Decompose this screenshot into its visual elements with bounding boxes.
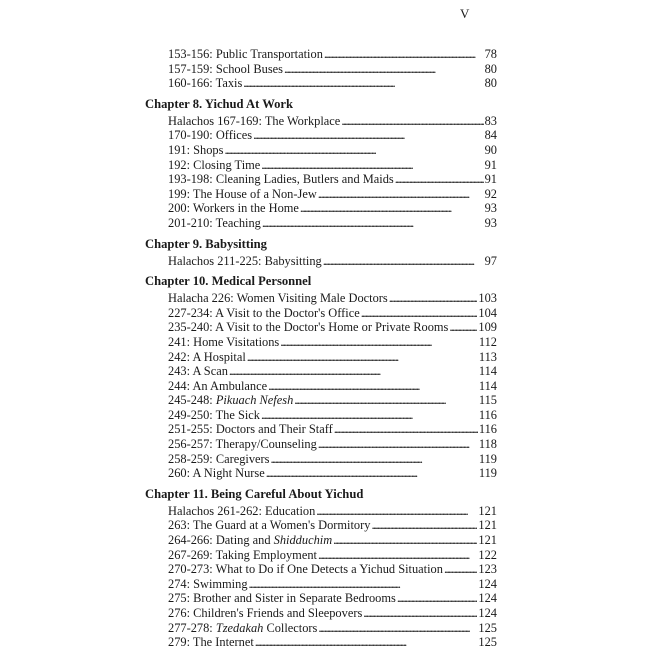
entry-page-number: 80 xyxy=(484,76,497,91)
toc-entry xyxy=(168,306,497,321)
entry-title: 242: A Hospital xyxy=(168,349,246,364)
dot-leader xyxy=(229,364,478,379)
entry-title xyxy=(168,533,332,548)
entry-title: 249-250: The Sick xyxy=(168,407,261,422)
dot-leader xyxy=(247,350,478,365)
entry-page-number: 113 xyxy=(478,349,497,364)
entry-title: 201-210: Teaching xyxy=(168,215,261,230)
dot-leader xyxy=(318,548,477,563)
toc-entry xyxy=(168,62,497,77)
entry-title: Halachos 261-262: Education xyxy=(168,503,316,518)
dot-leader xyxy=(249,577,478,592)
entry-title: 276: Children's Friends and Sleepovers xyxy=(168,606,363,620)
entry-page-number: 109 xyxy=(478,320,497,335)
entry-title: 153-156: Public Transportation xyxy=(168,47,323,61)
entry-title: 258-259: Caregivers xyxy=(168,451,270,466)
toc-section xyxy=(145,96,497,231)
entry-page-number: 119 xyxy=(478,451,497,466)
toc-entry xyxy=(168,393,497,408)
entry-page-number: 124 xyxy=(478,576,497,591)
chapter-heading: Chapter 8. Yichud At Work xyxy=(145,96,293,111)
entry-title-italic: Shidduchim xyxy=(273,533,333,548)
toc-entry xyxy=(168,216,497,231)
toc-entry xyxy=(168,291,497,306)
toc-entry xyxy=(168,606,497,621)
entry-page-number: 119 xyxy=(478,466,497,481)
entry-page-number: 91 xyxy=(484,157,497,172)
entry-page-number: 118 xyxy=(478,437,497,452)
entry-page-number: 123 xyxy=(478,562,497,577)
toc-entry xyxy=(168,128,497,143)
dot-leader xyxy=(268,379,478,394)
entry-title: 192: Closing Time xyxy=(168,157,261,172)
dot-leader xyxy=(300,201,484,216)
dot-leader xyxy=(324,47,484,62)
dot-leader xyxy=(341,114,483,129)
entry-title: 267-269: Taking Employment xyxy=(168,547,317,562)
entry-title-prefix: 277-278: xyxy=(168,620,216,635)
entry-page-number: 125 xyxy=(478,620,497,635)
dot-leader xyxy=(261,158,483,173)
dot-leader xyxy=(449,320,477,335)
toc-entry xyxy=(168,591,497,606)
toc-entry xyxy=(168,452,497,467)
entry-title: 251-255: Doctors and Their Staff xyxy=(168,422,333,437)
toc-entry xyxy=(168,201,497,216)
toc-entry xyxy=(168,548,497,563)
entry-page-number: 93 xyxy=(484,215,497,230)
entry-page-number: 84 xyxy=(484,128,497,143)
entry-title: 244: An Ambulance xyxy=(168,378,268,393)
dot-leader xyxy=(318,437,478,452)
toc-entry xyxy=(168,254,497,269)
entry-title-italic: Pikuach Nefesh xyxy=(215,393,294,408)
toc-entry xyxy=(168,172,497,187)
toc-entry xyxy=(168,379,497,394)
entry-page-number: 124 xyxy=(478,591,497,606)
toc-entry xyxy=(168,422,497,437)
toc-entry xyxy=(168,635,497,650)
entry-page-number: 97 xyxy=(484,253,497,268)
toc-entry xyxy=(168,335,497,350)
entry-title xyxy=(168,621,317,636)
entry-page-number: 80 xyxy=(484,61,497,76)
entry-page-number: 78 xyxy=(484,47,497,61)
entry-title: 199: The House of a Non-Jew xyxy=(168,186,317,201)
dot-leader xyxy=(224,143,483,158)
entry-title: 235-240: A Visit to the Doctor's Home or Private Rooms xyxy=(168,320,449,335)
table-of-contents xyxy=(145,47,497,650)
entry-page-number: 83 xyxy=(484,113,497,128)
dot-leader xyxy=(255,635,478,650)
dot-leader xyxy=(253,128,484,143)
toc-entry xyxy=(168,466,497,481)
entry-title-italic: Tzedakah xyxy=(215,620,264,635)
entry-page-number: 122 xyxy=(478,547,497,562)
dot-leader xyxy=(444,562,477,577)
entry-title-prefix: 264-266: Dating and xyxy=(168,533,274,548)
toc-section xyxy=(145,273,497,481)
dot-leader xyxy=(261,408,478,423)
toc-entry xyxy=(168,577,497,592)
dot-leader xyxy=(262,216,484,231)
chapter-heading: Chapter 10. Medical Personnel xyxy=(145,274,312,289)
dot-leader xyxy=(371,518,477,533)
dot-leader xyxy=(294,393,478,408)
page-number: V xyxy=(460,6,470,21)
entry-page-number: 121 xyxy=(478,503,497,518)
toc-entry xyxy=(168,518,497,533)
dot-leader xyxy=(363,606,477,621)
entry-title: Halachos 167-169: The Workplace xyxy=(168,113,341,128)
entry-title: 279: The Internet xyxy=(168,635,254,650)
entry-title: 241: Home Visitations xyxy=(168,334,280,349)
entry-page-number: 103 xyxy=(478,291,497,306)
entry-page-number: 112 xyxy=(478,334,497,349)
toc-entry xyxy=(168,158,497,173)
entry-page-number: 114 xyxy=(478,378,497,393)
dot-leader xyxy=(280,335,478,350)
dot-leader xyxy=(334,422,478,437)
dot-leader xyxy=(284,62,484,77)
toc-entry xyxy=(168,47,497,62)
toc-entry xyxy=(168,350,497,365)
entry-page-number: 91 xyxy=(484,172,497,187)
toc-entry xyxy=(168,408,497,423)
toc-section xyxy=(145,236,497,269)
dot-leader xyxy=(316,504,477,519)
toc-entry xyxy=(168,364,497,379)
dot-leader xyxy=(389,291,478,306)
entry-page-number: 116 xyxy=(478,422,497,437)
toc-entry xyxy=(168,143,497,158)
entry-title: 260: A Night Nurse xyxy=(168,466,265,481)
dot-leader xyxy=(318,187,484,202)
toc-entry xyxy=(168,187,497,202)
entry-title xyxy=(168,393,293,408)
entry-title: 275: Brother and Sister in Separate Bedrooms xyxy=(168,591,396,606)
entry-title: 193-198: Cleaning Ladies, Butlers and Maids xyxy=(168,172,394,187)
entry-title: 274: Swimming xyxy=(168,576,248,591)
chapter-heading: Chapter 9. Babysitting xyxy=(145,236,267,251)
entry-title-prefix: 245-248: xyxy=(168,393,216,408)
dot-leader xyxy=(397,591,478,606)
entry-page-number: 114 xyxy=(478,364,497,379)
entry-page-number: 121 xyxy=(478,518,497,533)
entry-title: 191: Shops xyxy=(168,142,224,157)
dot-leader xyxy=(318,621,477,636)
toc-entry xyxy=(168,621,497,636)
entry-page-number: 93 xyxy=(484,201,497,216)
entry-title: 200: Workers in the Home xyxy=(168,201,299,216)
chapter-heading: Chapter 11. Being Careful About Yichud xyxy=(145,486,364,501)
entry-title-suffix: Collectors xyxy=(263,620,318,635)
dot-leader xyxy=(266,466,478,481)
entry-page-number: 121 xyxy=(478,533,497,548)
entry-page-number: 90 xyxy=(484,142,497,157)
dot-leader xyxy=(333,533,477,548)
entry-title: 263: The Guard at a Women's Dormitory xyxy=(168,518,371,533)
entry-title: 270-273: What to Do if One Detects a Yichud Situation xyxy=(168,562,443,577)
entry-page-number: 92 xyxy=(484,186,497,201)
entry-page-number: 116 xyxy=(478,407,497,422)
toc-section xyxy=(145,47,497,91)
toc-entry xyxy=(168,504,497,519)
entry-title: 170-190: Offices xyxy=(168,128,253,143)
dot-leader xyxy=(361,306,478,321)
dot-leader xyxy=(243,76,483,91)
entry-title: 243: A Scan xyxy=(168,364,228,379)
dot-leader xyxy=(323,254,484,269)
toc-entry xyxy=(168,320,497,335)
entry-title: 157-159: School Buses xyxy=(168,61,283,76)
toc-entry xyxy=(168,114,497,129)
toc-entry xyxy=(168,76,497,91)
entry-title: Halacha 226: Women Visiting Male Doctors xyxy=(168,291,388,306)
entry-page-number: 104 xyxy=(478,305,497,320)
entry-page-number: 125 xyxy=(478,635,497,650)
entry-page-number: 115 xyxy=(478,393,497,408)
entry-title: 227-234: A Visit to the Doctor's Office xyxy=(168,305,360,320)
toc-section xyxy=(145,486,497,650)
entry-title: 256-257: Therapy/Counseling xyxy=(168,437,317,452)
toc-entry xyxy=(168,562,497,577)
dot-leader xyxy=(271,452,478,467)
entry-title: Halachos 211-225: Babysitting xyxy=(168,253,322,268)
entry-title: 160-166: Taxis xyxy=(168,76,243,91)
dot-leader xyxy=(395,172,484,187)
toc-entry xyxy=(168,533,497,548)
entry-page-number: 124 xyxy=(478,606,497,620)
toc-entry xyxy=(168,437,497,452)
